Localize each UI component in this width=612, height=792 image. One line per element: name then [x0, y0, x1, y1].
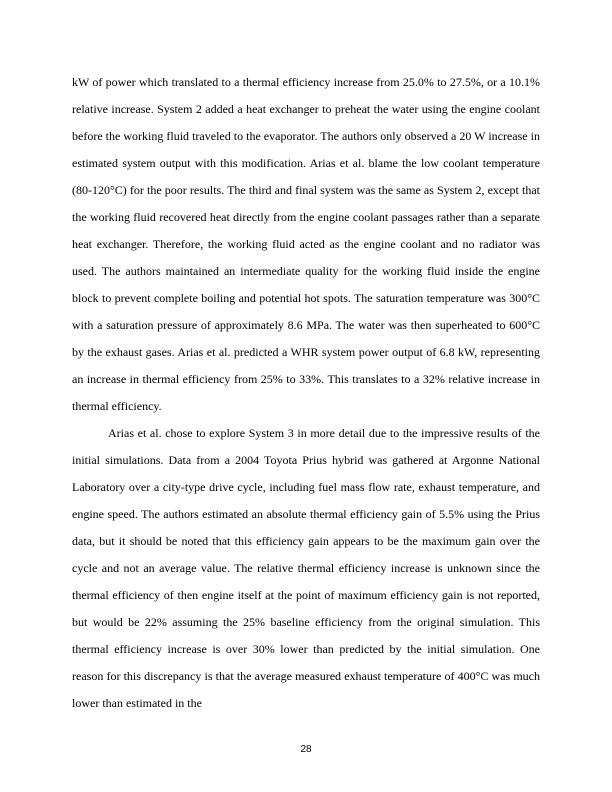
paragraph-system-3-prius: Arias et al. chose to explore System 3 in more detail due to the impressive results of the initial simulations. Data from a 2004 Toyota Prius hybrid was gathered at Argonne National Laboratory over a city-type drive cycle, including fuel mass flow rate, exhaust temperature, and engine speed. The authors estimated an absolute thermal efficiency gain of 5.5% using the Prius data, but it should be noted that this efficiency gain appears to be the maximum gain over the cycle and not an average value. The relative thermal efficiency increase is unknown since the thermal efficiency of then engine itself at the point of maximum efficiency gain is not reported, but would be 22% assuming the 25% baseline efficiency from the original simulation. This thermal efficiency increase is over 30% lower than predicted by the initial simulation. One reason for this discrepancy is that the average measured exhaust temperature of 400°C was much lower than estimated in the	[72, 426, 540, 710]
body-text	[72, 69, 540, 717]
page-number: 28	[300, 744, 312, 755]
paragraph-system-results: kW of power which translated to a thermal efficiency increase from 25.0% to 27.5%, or a 10.1% relative increase. System 2 added a heat exchanger to preheat the water using the engine coolant before the working fluid traveled to the evaporator. The authors only observed a 20 W increase in estimated system output with this modification. Arias et al. blame the low coolant temperature (80-120°C) for the poor results. The third and final system was the same as System 2, except that the working fluid recovered heat directly from the engine coolant passages rather than a separate heat exchanger. Therefore, the working fluid acted as the engine coolant and no radiator was used. The authors maintained an intermediate quality for the working fluid inside the engine block to prevent complete boiling and potential hot spots. The saturation temperature was 300°C with a saturation pressure of approximately 8.6 MPa. The water was then superheated to 600°C by the exhaust gases. Arias et al. predicted a WHR system power output of 6.8 kW, representing an increase in thermal efficiency from 25% to 33%. This translates to a 32% relative increase in thermal efficiency.	[72, 75, 540, 413]
